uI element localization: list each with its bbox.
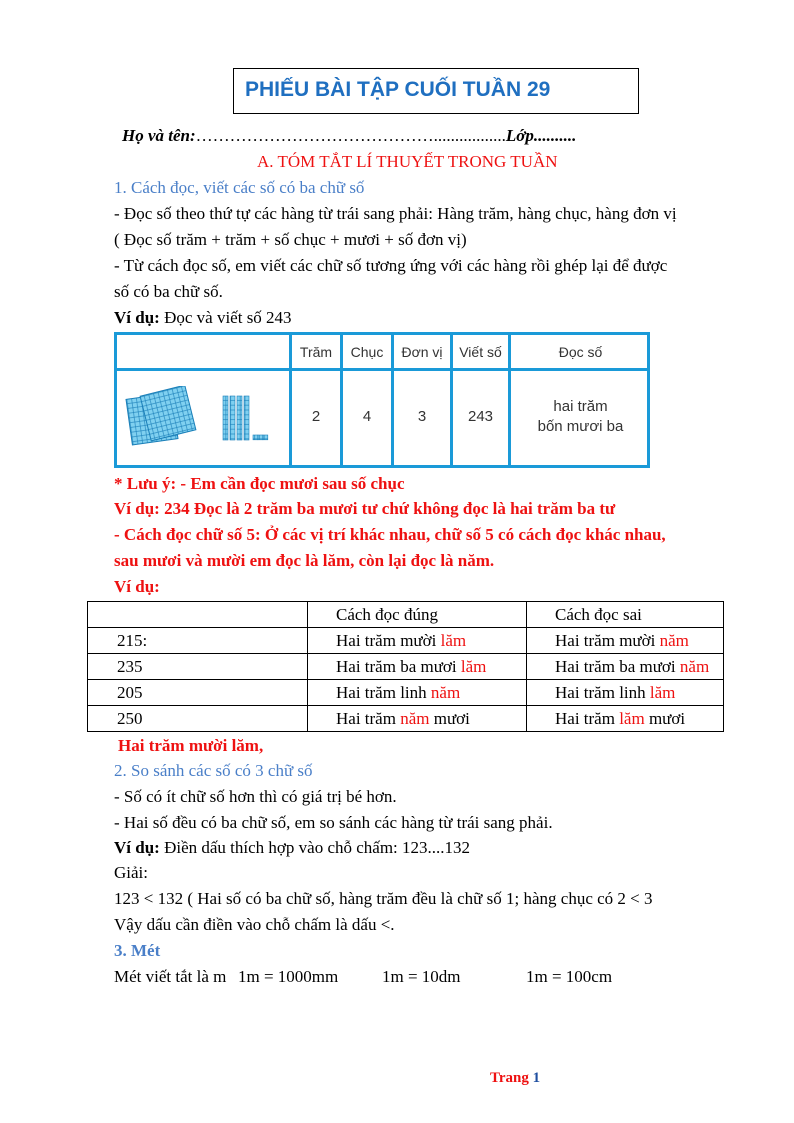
part2-heading: 2. So sánh các số có 3 chữ số [114, 761, 313, 780]
table-cell: Cách đọc sai [527, 602, 724, 628]
table-cell: Hai trăm ba mươi lăm [308, 654, 527, 680]
base-ten-blocks-image [125, 386, 285, 448]
student-info-line [122, 125, 576, 147]
table-row [88, 654, 724, 680]
part3-heading: 3. Mét [114, 941, 161, 960]
part2-line2: - Hai số đều có ba chữ số, em so sánh các hàng từ trái sang phải. [114, 813, 553, 832]
value-don-vi: 3 [391, 368, 450, 465]
place-value-table [114, 332, 650, 468]
value-tram: 2 [289, 368, 340, 465]
header-tram: Trăm [289, 335, 340, 368]
metre-abbrev-text: Mét viết tắt là m [114, 967, 227, 986]
part1-line1: - Đọc số theo thứ tự các hàng từ trái sang phải: Hàng trăm, hàng chục, hàng đơn vị [114, 204, 677, 223]
value-doc-so [508, 368, 650, 465]
page-title: PHIẾU BÀI TẬP CUỐI TUẦN 29 [245, 78, 551, 101]
table-cell: Hai trăm ba mươi năm [527, 654, 724, 680]
reading-table [87, 601, 724, 732]
table-cell: Hai trăm linh lăm [527, 680, 724, 706]
place-table-body-row [117, 368, 647, 465]
value-viet-so: 243 [450, 368, 508, 465]
part1-heading: 1. Cách đọc, viết các số có ba chữ số [114, 178, 365, 197]
table-cell: 215: [88, 628, 308, 654]
table-row [88, 602, 724, 628]
note-2: Ví dụ: 234 Đọc là 2 trăm ba mươi tư chứ không đọc là hai trăm ba tư [114, 499, 616, 518]
solution-line1: 123 < 132 ( Hai số có ba chữ số, hàng trăm đều là chữ số 1; hàng chục có 2 < 3 [114, 889, 653, 908]
table-cell: Hai trăm linh năm [308, 680, 527, 706]
table-cell [88, 602, 308, 628]
equation-mm: 1m = 1000mm [238, 967, 339, 986]
table-row [88, 628, 724, 654]
example-label: Ví dụ: [114, 308, 160, 327]
table-cell: Hai trăm năm mươi [308, 706, 527, 732]
note-5: Ví dụ: [114, 577, 160, 596]
reading-line2: bốn mươi ba [537, 417, 624, 435]
note-3: - Cách đọc chữ số 5: Ở các vị trí khác nhau, chữ số 5 có cách đọc khác nhau, [114, 525, 666, 544]
table-row [88, 680, 724, 706]
table-cell: Hai trăm lăm mươi [527, 706, 724, 732]
after-table-note: Hai trăm mười lăm, [118, 736, 264, 755]
table-cell: Hai trăm mười năm [527, 628, 724, 654]
equation-dm: 1m = 10dm [382, 967, 461, 986]
part1-line3: - Từ cách đọc số, em viết các chữ số tương ứng với các hàng rồi ghép lại để được [114, 256, 668, 275]
table-cell: Hai trăm mười lăm [308, 628, 527, 654]
reading-line1: hai trăm [553, 397, 608, 415]
part1-example [114, 307, 292, 329]
solution-line2: Vậy dấu cần điền vào chỗ chấm là dấu <. [114, 915, 395, 934]
section-a-heading: A. TÓM TẮT LÍ THUYẾT TRONG TUẦN [257, 152, 558, 171]
page-label: Trang [490, 1070, 533, 1086]
header-doc-so: Đọc số [508, 335, 650, 368]
equation-cm: 1m = 100cm [526, 967, 613, 986]
part2-example [114, 837, 470, 859]
note-1: * Lưu ý: - Em cần đọc mươi sau số chục [114, 474, 405, 493]
header-chuc: Chục [340, 335, 391, 368]
example-label: Ví dụ: [114, 838, 160, 857]
table-cell: 250 [88, 706, 308, 732]
table-cell: Cách đọc đúng [308, 602, 527, 628]
place-table-header-row [117, 335, 647, 371]
part3-line [114, 966, 613, 988]
page-footer [490, 1070, 540, 1087]
value-chuc: 4 [340, 368, 391, 465]
note-4: sau mươi và mười em đọc là lăm, còn lại đọc là năm. [114, 551, 495, 570]
header-viet-so: Viết số [450, 335, 508, 368]
part2-line1: - Số có ít chữ số hơn thì có giá trị bé hơn. [114, 787, 397, 806]
solution-label: Giải: [114, 863, 148, 882]
page-number: 1 [532, 1070, 541, 1086]
class-label: Lớp.......... [505, 126, 577, 145]
header-don-vi: Đơn vị [391, 335, 450, 368]
table-cell: 205 [88, 680, 308, 706]
name-dots: ……………………………………................. [195, 126, 506, 145]
part1-line2: ( Đọc số trăm + trăm + số chục + mươi + số đơn vị) [114, 230, 467, 249]
example-text: Đọc và viết số 243 [159, 308, 292, 327]
table-row [88, 706, 724, 732]
part1-line4: số có ba chữ số. [114, 282, 223, 301]
example-text: Điền dấu thích hợp vào chỗ chấm: 123....132 [159, 838, 471, 857]
table-cell: 235 [88, 654, 308, 680]
name-label: Họ và tên: [122, 126, 196, 145]
